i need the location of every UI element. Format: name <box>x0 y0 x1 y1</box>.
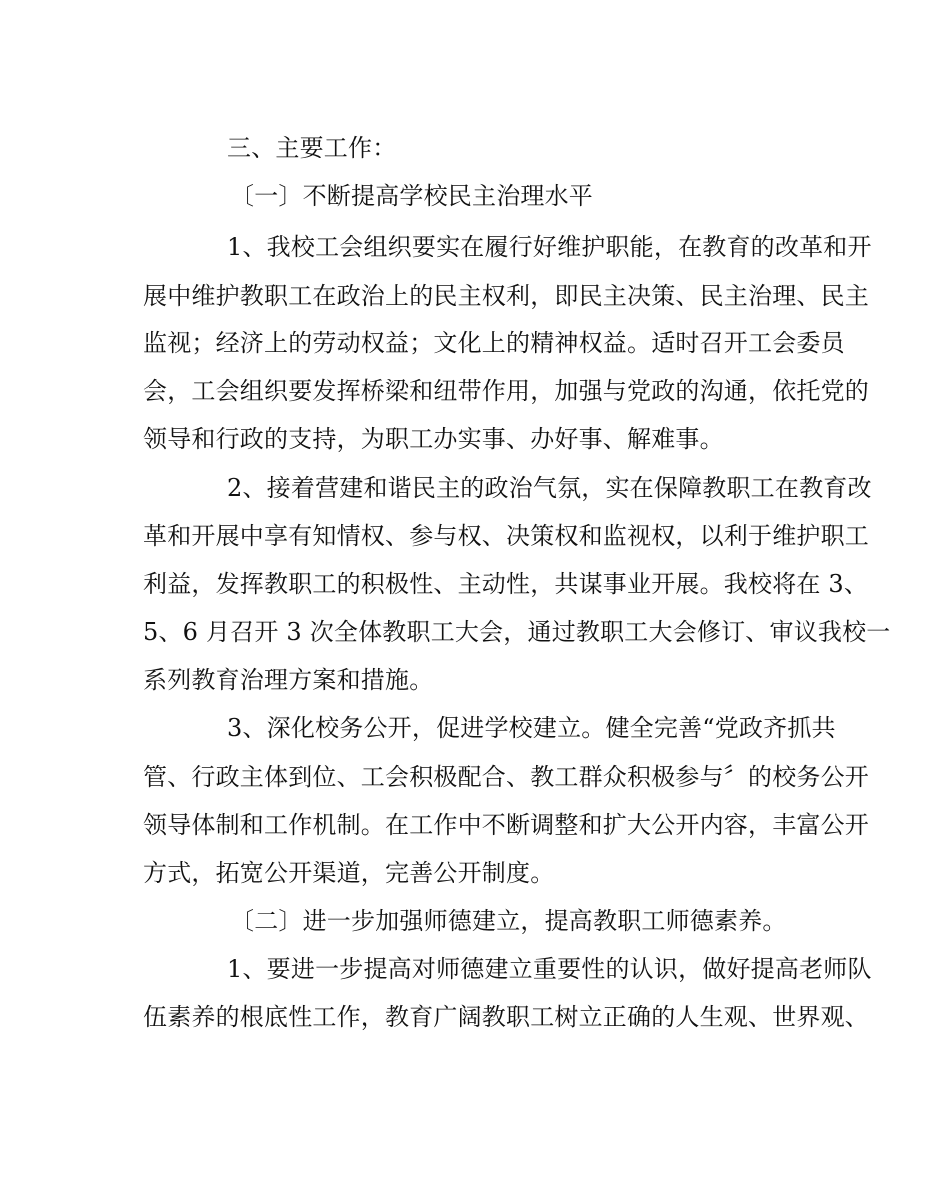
paragraph-line: 2、接着营建和谐民主的政治气氛，实在保障教职工在教育改 <box>227 474 872 502</box>
paragraph-line: 利益，发挥教职工的积极性、主动性，共谋事业开展。我校将在 3、 <box>143 570 869 598</box>
paragraph-line: 展中维护教职工在政治上的民主权利，即民主决策、民主治理、民主 <box>143 282 869 310</box>
subsection-heading: 〔一〕不断提高学校民主治理水平 <box>230 182 593 210</box>
paragraph-line: 伍素养的根底性工作，教育广阔教职工树立正确的人生观、世界观、 <box>143 1003 869 1031</box>
paragraph-line: 1、要进一步提高对师德建立重要性的认识，做好提高老师队 <box>227 955 872 983</box>
paragraph-line: 3、深化校务公开，促进学校建立。健全完善“党政齐抓共 <box>227 714 836 742</box>
paragraph-line: 方式，拓宽公开渠道，完善公开制度。 <box>143 859 555 887</box>
paragraph-line: 监视；经济上的劳动权益；文化上的精神权益。适时召开工会委员 <box>143 329 845 357</box>
paragraph-line: 5、6 月召开 3 次全体教职工大会，通过教职工大会修订、审议我校一 <box>143 618 891 646</box>
paragraph-line: 管、行政主体到位、工会积极配合、教工群众积极参与〞的校务公开 <box>143 763 869 791</box>
paragraph-line: 1、我校工会组织要实在履行好维护职能，在教育的改革和开 <box>227 233 872 261</box>
subsection-heading: 〔二〕进一步加强师德建立，提高教职工师德素养。 <box>230 907 787 935</box>
paragraph-line: 领导和行政的支持，为职工办实事、办好事、解难事。 <box>143 425 724 453</box>
paragraph-line: 会，工会组织要发挥桥梁和纽带作用，加强与党政的沟通，依托党的 <box>143 377 869 405</box>
paragraph-line: 革和开展中享有知情权、参与权、决策权和监视权，以利于维护职工 <box>143 522 869 550</box>
section-heading: 三、主要工作： <box>227 134 397 162</box>
paragraph-line: 领导体制和工作机制。在工作中不断调整和扩大公开内容，丰富公开 <box>143 811 869 839</box>
paragraph-line: 系列教育治理方案和措施。 <box>143 666 434 694</box>
